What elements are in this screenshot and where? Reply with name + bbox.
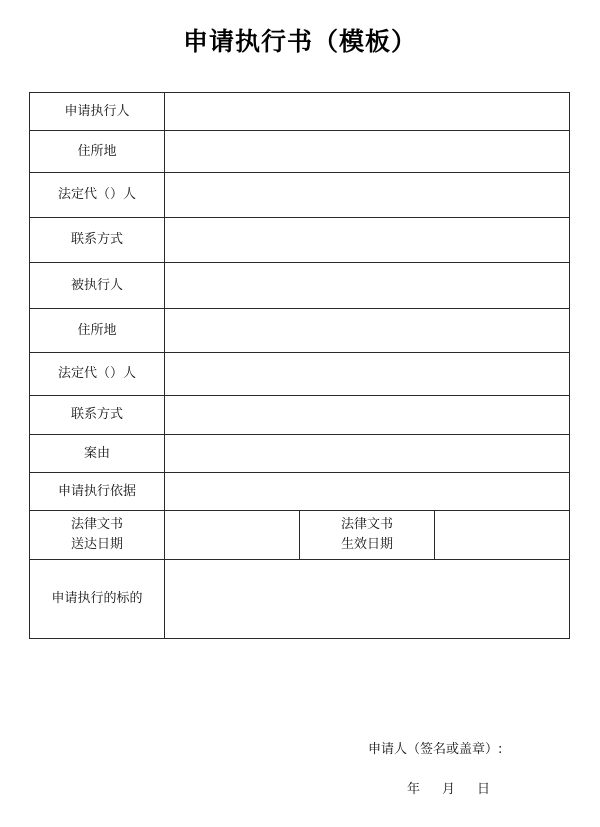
- date-day-label: 日: [477, 782, 491, 797]
- row-basis: [30, 473, 570, 511]
- row-document-dates: [30, 511, 570, 560]
- row-respondent-contact: [30, 396, 570, 435]
- effective-date-label-line2: 生效日期: [340, 537, 393, 552]
- respondent-name-label: 被执行人: [30, 263, 165, 309]
- date-month-label: 月: [442, 782, 456, 797]
- row-respondent-name: [30, 263, 570, 309]
- subject-field[interactable]: [165, 560, 570, 639]
- basis-label: 申请执行依据: [30, 473, 165, 511]
- row-applicant-contact: [30, 218, 570, 263]
- row-applicant-name: [30, 93, 570, 131]
- respondent-legal-rep-label: 法定代（）人: [30, 353, 165, 396]
- row-respondent-legal-rep: [30, 353, 570, 396]
- effective-date-field[interactable]: [435, 511, 570, 560]
- applicant-legal-rep-label: 法定代（）人: [30, 173, 165, 218]
- served-date-label: [30, 511, 165, 560]
- applicant-name-label: 申请执行人: [30, 93, 165, 131]
- effective-date-label: [300, 511, 435, 560]
- served-date-field[interactable]: [165, 511, 300, 560]
- applicant-contact-field[interactable]: [165, 218, 570, 263]
- page-title: 申请执行书（模板）: [182, 27, 417, 56]
- effective-date-label-line1: 法律文书: [340, 517, 393, 532]
- row-case: [30, 435, 570, 473]
- respondent-contact-label: 联系方式: [30, 396, 165, 435]
- applicant-address-label: 住所地: [30, 131, 165, 173]
- respondent-contact-field[interactable]: [165, 396, 570, 435]
- served-date-label-line2: 送达日期: [70, 537, 123, 552]
- respondent-legal-rep-field[interactable]: [165, 353, 570, 396]
- respondent-address-label: 住所地: [30, 309, 165, 353]
- date-year-label: 年: [407, 782, 421, 797]
- served-date-label-line1: 法律文书: [70, 517, 123, 532]
- application-form-table: [29, 92, 570, 639]
- respondent-address-field[interactable]: [165, 309, 570, 353]
- case-label: 案由: [30, 435, 165, 473]
- signature-label: 申请人（签名或盖章）:: [368, 742, 503, 757]
- row-subject: [30, 560, 570, 639]
- applicant-legal-rep-field[interactable]: [165, 173, 570, 218]
- row-respondent-address: [30, 309, 570, 353]
- applicant-address-field[interactable]: [165, 131, 570, 173]
- row-applicant-address: [30, 131, 570, 173]
- row-applicant-legal-rep: [30, 173, 570, 218]
- respondent-name-field[interactable]: [165, 263, 570, 309]
- applicant-name-field[interactable]: [165, 93, 570, 131]
- basis-field[interactable]: [165, 473, 570, 511]
- applicant-contact-label: 联系方式: [30, 218, 165, 263]
- signature-date: [407, 778, 490, 797]
- subject-label: 申请执行的标的: [30, 560, 165, 639]
- case-field[interactable]: [165, 435, 570, 473]
